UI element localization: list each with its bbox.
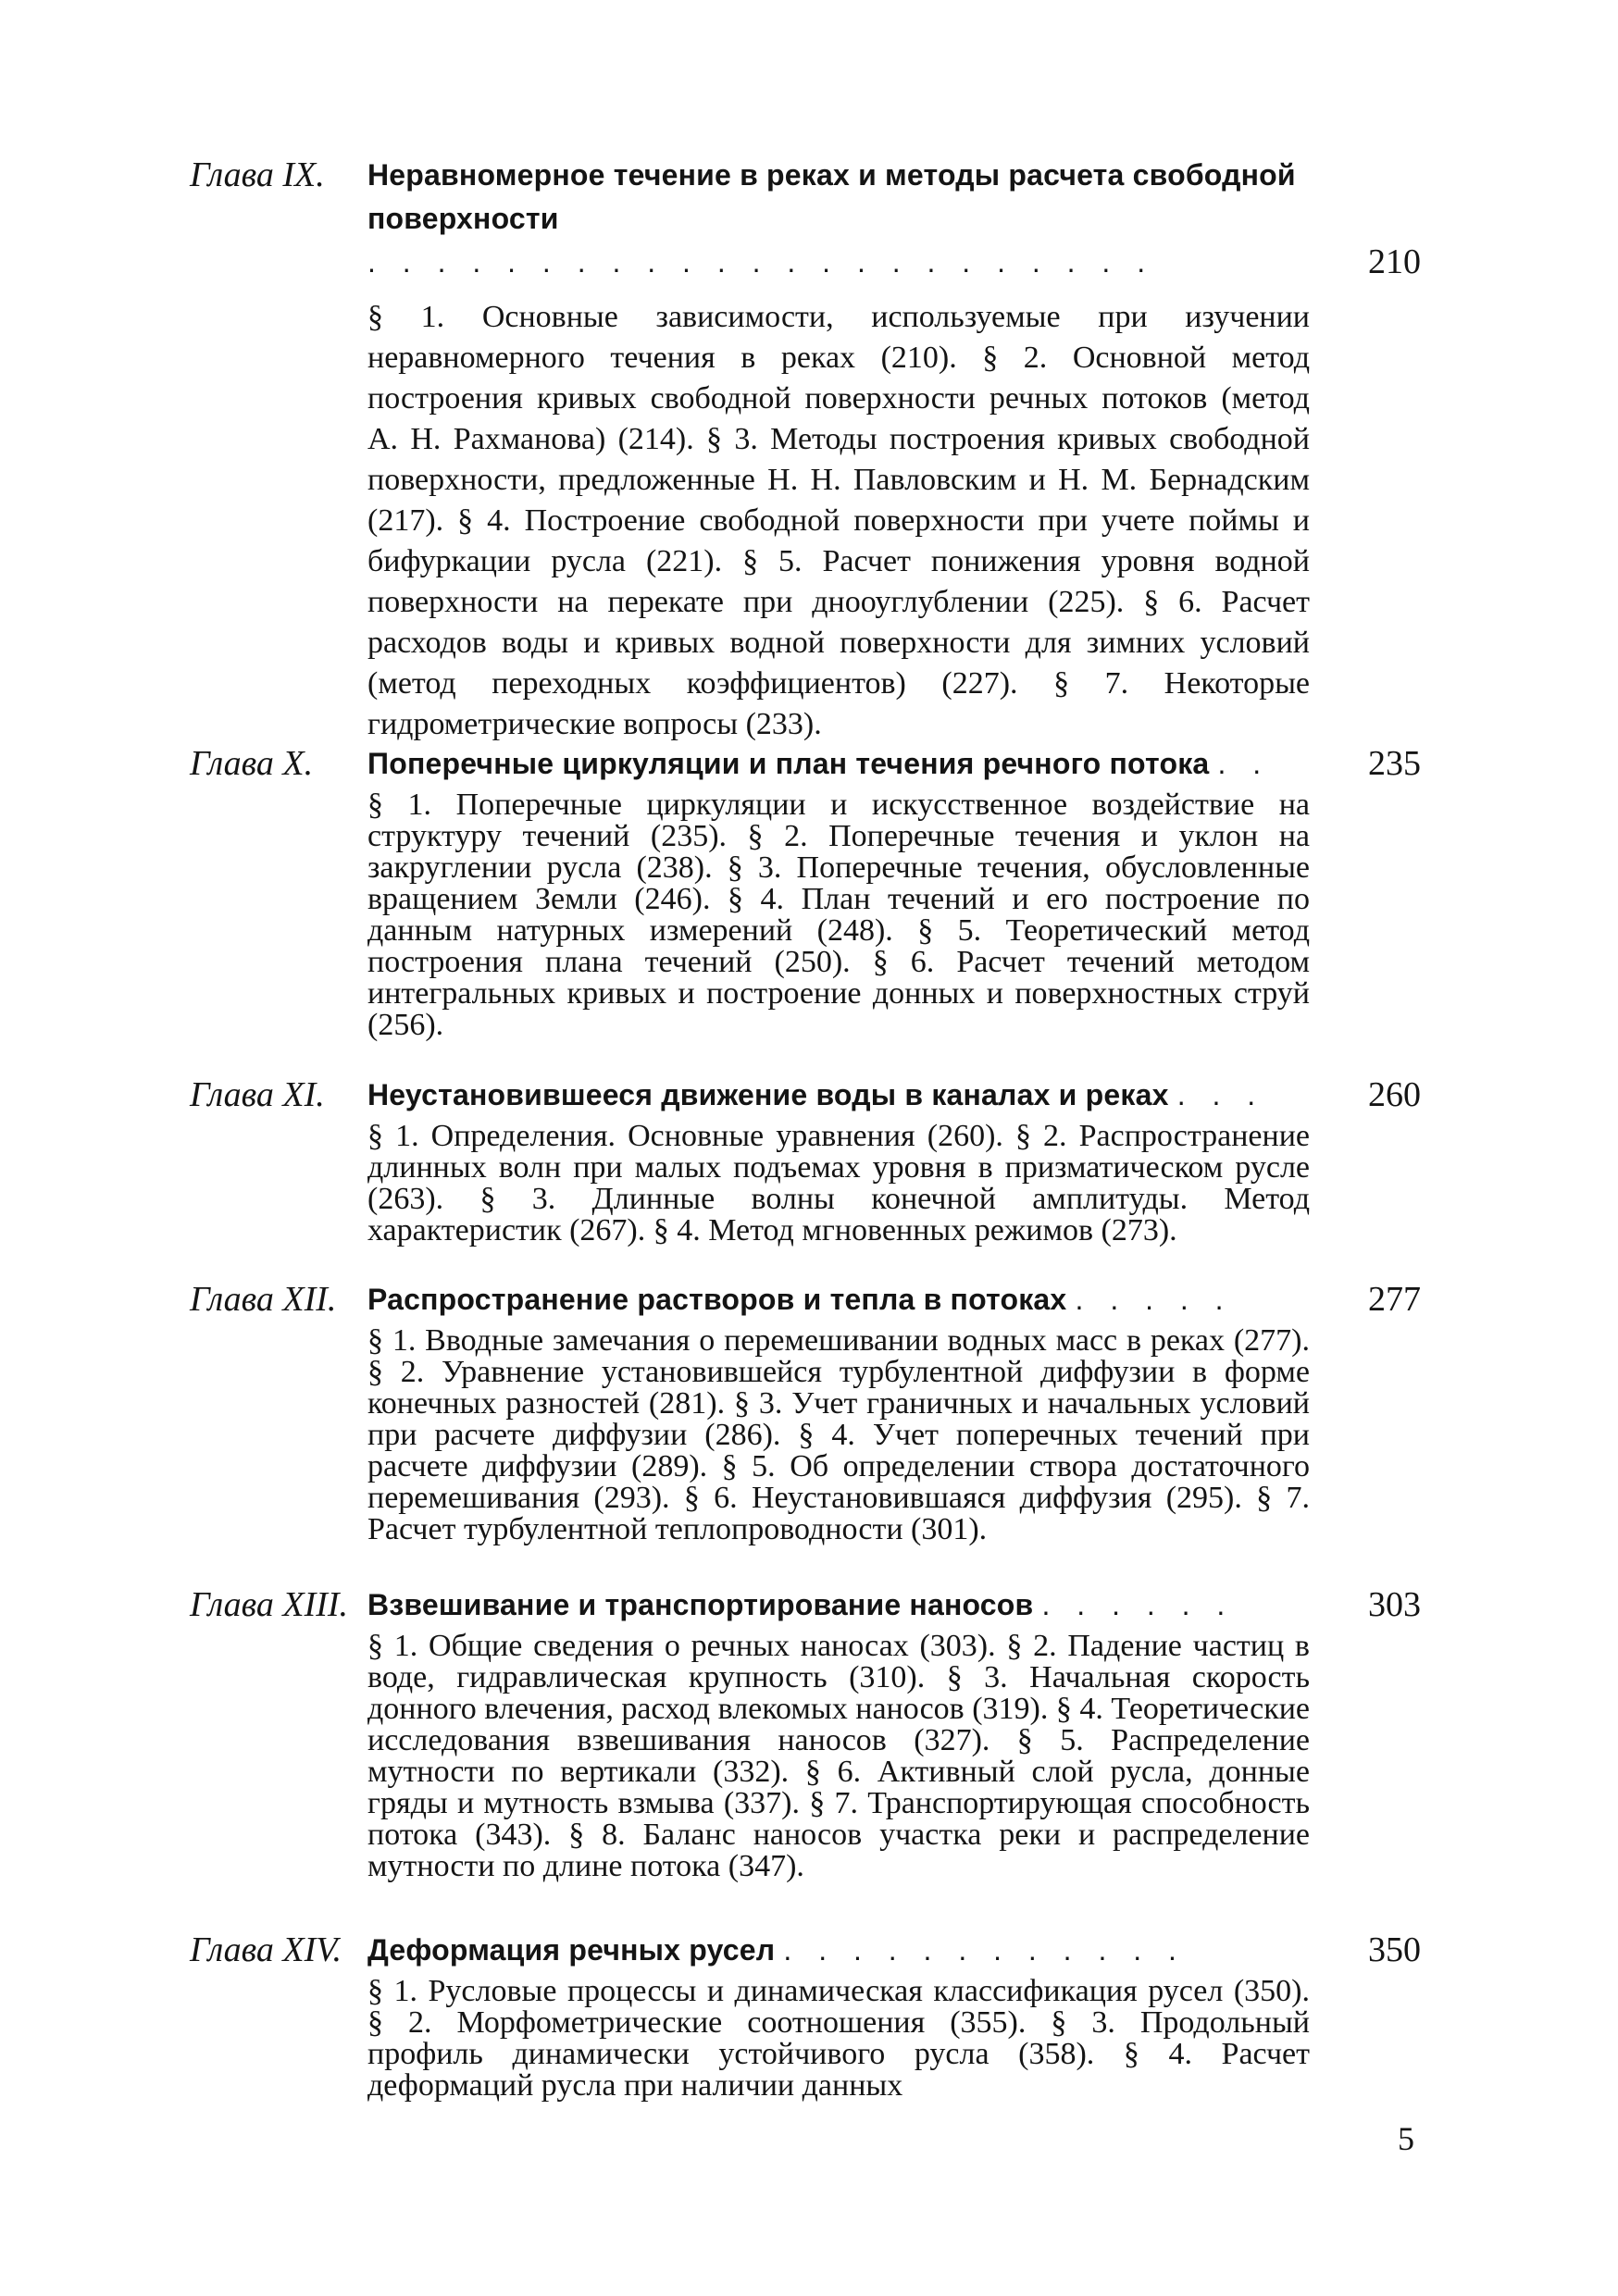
chapter-label: Глава XII. (190, 1280, 337, 1319)
dot-leader: . . . . . . (1041, 1588, 1235, 1621)
chapter-title-text: Распространение растворов и тепла в потоках (367, 1283, 1067, 1316)
dot-leader: . . . (1176, 1078, 1265, 1111)
toc-entry-chapter-13 (190, 1583, 1421, 1914)
chapter-contents: § 1. Основные зависимости, используемые при изучении неравномерного течения в реках (210). § 2. Основной метод построения кривых свободной поверхности речных потоков (метод А. Н. Рахманова) (214). § 3. Методы построения кривых свободной поверхности, предложенные Н. Н. Павловским и Н. М. Бернадским (217). § 4. Построение свободной поверхности при учете поймы и бифуркации русла (221). § 5. Расчет понижения уровня водной поверхности на перекате при днооуглублении (225). § 6. Расчет расходов воды и кривых водной поверхности для зимних условий (метод переходных коэффициентов) (227). § 7. Некоторые гидрометрические вопросы (233). (367, 300, 1310, 741)
chapter-contents: § 1. Поперечные циркуляции и искусственное воздействие на структуру течений (235). § 2. Поперечные течения и уклон на закруглении русла (238). § 3. Поперечные течения, обусловленные вращением Земли (246). § 4. План течений и его построение по данным натурных измерений (248). § 5. Теоретический метод построения плана течений (250). § 6. Расчет течений методом интегральных кривых и построение донных и поверхностных струй (256). (367, 788, 1310, 1042)
chapter-label: Глава IX. (190, 155, 325, 194)
chapter-title-text: Деформация речных русел (367, 1933, 776, 1967)
dot-leader: . . . . . . . . . . . . . . . . . . . . . . . (367, 245, 1155, 279)
chapter-heading (190, 1074, 1421, 1117)
chapter-title (367, 1583, 1310, 1627)
page-number: 5 (1398, 2120, 1414, 2157)
chapter-page-number: 235 (1368, 744, 1421, 783)
chapter-label: Глава XIV. (190, 1930, 342, 1969)
chapter-page-number: 303 (1368, 1585, 1421, 1624)
chapter-contents: § 1. Русловые процессы и динамическая классификация русел (350). § 2. Морфометрические соотношения (355). § 3. Продольный профиль динамически устойчивого русла (358). § 4. Расчет деформаций русла при наличии данных (367, 1974, 1310, 2103)
dot-leader: . . . . . (1075, 1283, 1233, 1316)
toc-entry-chapter-10 (190, 742, 1421, 1073)
chapter-title (367, 1074, 1310, 1117)
toc-entry-chapter-14 (190, 1929, 1421, 2133)
chapter-page-number: 260 (1368, 1075, 1421, 1114)
chapter-label: Глава XI. (190, 1075, 325, 1114)
chapter-heading (190, 742, 1421, 786)
chapter-heading (190, 154, 1421, 284)
chapter-title (367, 154, 1310, 284)
chapter-title-text: Поперечные циркуляции и план течения речного потока (367, 747, 1210, 780)
chapter-contents: § 1. Общие сведения о речных наносах (303). § 2. Падение частиц в воде, гидравлическая крупность (310). § 3. Начальная скорость донного влечения, расход влекомых наносов (319). § 4. Теоретические исследования взвешивания наносов (327). § 5. Распределение мутности по вертикали (332). § 6. Активный слой русла, донные гряды и мутность взмыва (337). § 7. Транспортирующая способность потока (343). § 8. Баланс наносов участка реки и распределение мутности по длине потока (347). (367, 1629, 1311, 1883)
chapter-contents: § 1. Вводные замечания о перемешивании водных масс в реках (277). § 2. Уравнение установившейся турбулентной диффузии в форме конечных разностей (281). § 3. Учет граничных и начальных условий при расчете диффузии (286). § 4. Учет поперечных течений при расчете диффузии (289). § 5. Об определении створа достаточного перемешивания (293). § 6. Неустановившаяся диффузия (295). § 7. Расчет турбулентной теплопроводности (301). (367, 1323, 1310, 1546)
chapter-label: Глава X. (190, 744, 314, 783)
toc-entry-chapter-9 (190, 154, 1421, 776)
chapter-page-number: 210 (1368, 242, 1421, 281)
chapter-title-text: Неравномерное течение в реках и методы расчета свободной поверхности (367, 158, 1296, 235)
chapter-title (367, 1278, 1310, 1322)
chapter-title-text: Взвешивание и транспортирование наносов (367, 1588, 1034, 1621)
chapter-page-number: 277 (1368, 1280, 1421, 1319)
chapter-title-text: Неустановившееся движение воды в каналах и реках (367, 1078, 1169, 1111)
dot-leader: . . . . . . . . . . . . (783, 1933, 1186, 1967)
toc-entry-chapter-12 (190, 1278, 1421, 1577)
chapter-title (367, 742, 1310, 786)
chapter-contents: § 1. Определения. Основные уравнения (260). § 2. Распространение длинных волн при малых подъемах уровня в призматическом русле (263). § 3. Длинные волны конечной амплитуды. Метод характеристик (267). § 4. Метод мгновенных режимов (273). (367, 1119, 1310, 1247)
dot-leader: . . (1217, 747, 1271, 780)
chapter-label: Глава XIII. (190, 1585, 349, 1624)
toc-entry-chapter-11 (190, 1074, 1421, 1278)
chapter-title (367, 1929, 1310, 1972)
chapter-heading (190, 1583, 1421, 1627)
chapter-page-number: 350 (1368, 1930, 1421, 1969)
chapter-heading (190, 1929, 1421, 1972)
chapter-heading (190, 1278, 1421, 1322)
